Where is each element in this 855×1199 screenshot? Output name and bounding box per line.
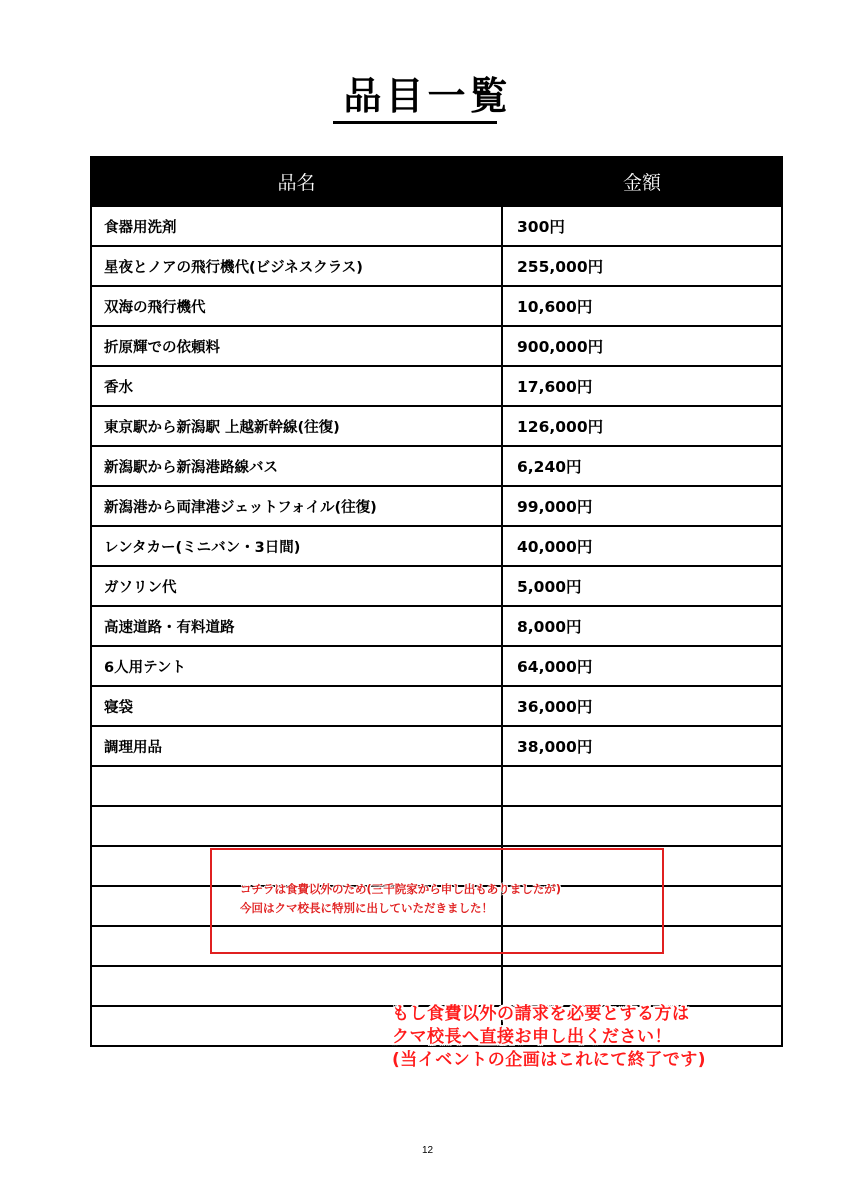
title-underline [333, 121, 497, 124]
request-note [392, 1003, 706, 1072]
item-amount [502, 766, 782, 806]
item-name: レンタカー(ミニバン・3日間) [91, 526, 502, 566]
request-note-line: (当イベントの企画はこれにて終了です) [392, 1050, 707, 1070]
boxed-note-line: 今回はクマ校長に特別に出していただきました！ [240, 901, 493, 915]
page-title: 品目一覧 [343, 74, 512, 118]
item-amount: 38,000円 [502, 726, 782, 766]
table-row [91, 606, 782, 646]
item-amount: 255,000円 [502, 246, 782, 286]
table-row [91, 526, 782, 566]
item-name: 寝袋 [91, 686, 502, 726]
item-amount: 300円 [502, 206, 782, 246]
item-name [91, 766, 502, 806]
table-row [91, 326, 782, 366]
table-row [91, 366, 782, 406]
item-amount: 8,000円 [502, 606, 782, 646]
item-name: 高速道路・有料道路 [91, 606, 502, 646]
table-row [91, 246, 782, 286]
page-number: 12 [421, 1145, 434, 1156]
table-row [91, 486, 782, 526]
item-amount: 900,000円 [502, 326, 782, 366]
item-name: 東京駅から新潟駅 上越新幹線(往復) [91, 406, 502, 446]
item-name: 香水 [91, 366, 502, 406]
boxed-note [240, 880, 561, 918]
item-amount: 126,000円 [502, 406, 782, 446]
item-name [91, 806, 502, 846]
item-name [91, 966, 502, 1006]
boxed-note-line: コチラは食費以外のため(三千院家から申し出もありましたが) [240, 882, 562, 896]
table-row [91, 806, 782, 846]
table-row [91, 446, 782, 486]
item-amount: 99,000円 [502, 486, 782, 526]
item-name: 新潟港から両津港ジェットフォイル(往復) [91, 486, 502, 526]
item-name: 新潟駅から新潟港路線バス [91, 446, 502, 486]
item-name: 星夜とノアの飛行機代(ビジネスクラス) [91, 246, 502, 286]
item-amount: 5,000円 [502, 566, 782, 606]
item-name: 食器用洗剤 [91, 206, 502, 246]
request-note-line: クマ校長へ直接お申し出ください！ [392, 1027, 672, 1047]
item-amount: 64,000円 [502, 646, 782, 686]
table-row [91, 646, 782, 686]
item-name: ガソリン代 [91, 566, 502, 606]
item-amount: 36,000円 [502, 686, 782, 726]
item-amount: 6,240円 [502, 446, 782, 486]
item-amount [502, 806, 782, 846]
header-amount: 金額 [502, 157, 782, 206]
request-note-line: もし食費以外の請求を必要とする方は [392, 1004, 690, 1024]
table-row [91, 206, 782, 246]
table-row [91, 726, 782, 766]
table-row [91, 566, 782, 606]
header-item-name: 品名 [91, 157, 502, 206]
table-row [91, 286, 782, 326]
table-header-row [91, 157, 782, 206]
table-row [91, 406, 782, 446]
item-name: 調理用品 [91, 726, 502, 766]
item-amount [502, 966, 782, 1006]
item-name: 6人用テント [91, 646, 502, 686]
item-name: 双海の飛行機代 [91, 286, 502, 326]
item-amount: 10,600円 [502, 286, 782, 326]
item-name: 折原輝での依頼料 [91, 326, 502, 366]
table-row [91, 766, 782, 806]
item-amount: 40,000円 [502, 526, 782, 566]
table-row [91, 686, 782, 726]
item-amount: 17,600円 [502, 366, 782, 406]
table-row [91, 966, 782, 1006]
